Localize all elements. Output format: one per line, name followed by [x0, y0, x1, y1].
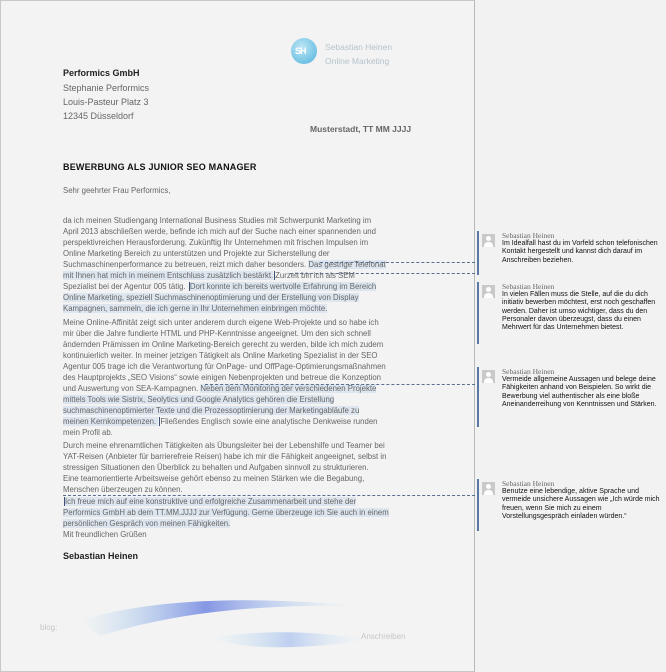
- body-line[interactable]: [63, 249, 330, 259]
- body-line[interactable]: [63, 329, 371, 339]
- text-segment: Suchmaschinenperformance zu betreuen, reizt mich daher besonders.: [63, 260, 309, 269]
- text-segment: perspektivreichen Herausforderung. Zukünftig Ihr Unternehmen mit frischen Impulsen im: [63, 238, 369, 247]
- comment-balloon[interactable]: [476, 282, 662, 344]
- body-line[interactable]: [63, 452, 386, 462]
- body-line[interactable]: [63, 362, 386, 372]
- commented-text: suchmaschinenoptimierter Texte und die Prozessoptimierung der Marketingabläufe zu: [63, 406, 360, 415]
- recipient-company: Performics GmbH: [63, 68, 140, 78]
- commented-text: Das gestrige Telefonat: [308, 260, 386, 269]
- body-line[interactable]: [63, 282, 376, 292]
- text-segment: Meine Online-Affinität zeigt sich unter anderem durch eigene Web-Projekte und so habe ich: [63, 318, 379, 327]
- text-segment: Spezialist bei der Agentur 005 tätig.: [63, 282, 188, 291]
- body-line[interactable]: [63, 395, 334, 405]
- letter-subject: BEWERBUNG ALS JUNIOR SEO MANAGER: [63, 162, 257, 172]
- text-segment: Online Marketing Bereich zu unterstützen und Projekte zur Sicherstellung der: [63, 249, 330, 258]
- body-line[interactable]: [63, 304, 327, 314]
- commented-text: persönlichen Gespräch von meinen Fähigkeiten.: [63, 519, 231, 528]
- commented-text: mit Ihnen hat mich in meinem Entschluss zusätzlich bestärkt.: [63, 271, 274, 280]
- signature: Sebastian Heinen: [63, 551, 139, 561]
- body-line[interactable]: [63, 351, 377, 361]
- text-segment: des Hauptprojekts „SEO Visions“ sowie einigen Nebenprojekten und betreue die Konzeption: [63, 373, 381, 382]
- text-segment: mir über die Jahre fundierte HTML und PHP-Kenntnisse angeeignet. Um den sich schnell: [63, 329, 371, 338]
- commented-text: Performics GmbH ab dem TT.MM.JJJJ zur Verfügung. Gerne überzeuge ich Sie auch in einem: [63, 508, 389, 517]
- comment-marker-bar: [477, 367, 479, 427]
- comment-connector: [320, 262, 475, 263]
- body-line[interactable]: [63, 373, 381, 383]
- recipient-contact: Stephanie Performics: [63, 83, 150, 93]
- date-line: Musterstadt, TT MM JJJJ: [310, 124, 412, 134]
- commented-text: meinen Kernkompetenzen.: [63, 417, 159, 426]
- user-avatar-icon: [482, 234, 495, 247]
- comment-text[interactable]: Vermeide allgemeine Aussagen und belege deine Fähigkeiten anhand von Beispielen. So wirkt die Bewerbung viel authentischer als eine bloße Aneinanderreihung von Kenntnissen und Stärken.: [502, 376, 657, 408]
- text-segment: ändernden Prämissen im Online Marketing-Bereich gerecht zu werden, bilde ich mich zudem: [63, 340, 384, 349]
- comment-marker-bar: [477, 479, 479, 531]
- comment-author: Sebastian Heinen: [502, 231, 555, 240]
- logo-name: Sebastian Heinen: [325, 42, 393, 52]
- comment-text[interactable]: In vielen Fällen muss die Stelle, auf die du dich initiativ bewerben möchtest, erst noch geschaffen werden. Daher ist umso wichtiger, dass du den Personaler davon überzeugst, dass du einen Mehrwert für das Unternehmen bietest.: [502, 291, 656, 332]
- recipient-city: 12345 Düsseldorf: [63, 111, 134, 121]
- comment-author: Sebastian Heinen: [502, 479, 555, 488]
- body-line[interactable]: [63, 227, 376, 237]
- text-segment: Durch meine ehrenamtlichen Tätigkeiten als Übungsleiter bei der Lebenshilfe und Teamer bei: [63, 441, 385, 450]
- logo-icon: [291, 38, 317, 64]
- comment-connector: [63, 495, 475, 496]
- text-segment: Eine teamorientierte Arbeitsweise gehört ebenso zu meinen Stärken wie die Begabung,: [63, 474, 365, 483]
- comment-balloon[interactable]: [476, 479, 662, 531]
- body-line[interactable]: [63, 485, 183, 495]
- comment-connector: [290, 273, 475, 274]
- comment-marker-bar: [477, 231, 479, 275]
- text-segment: Menschen überzeugen zu können.: [63, 485, 183, 494]
- comment-author: Sebastian Heinen: [502, 282, 555, 291]
- body-line[interactable]: [63, 293, 359, 303]
- comment-text[interactable]: Benutze eine lebendige, aktive Sprache und vermeide unsichere Aussagen wie „Ich würde mich freuen, wenn Sie mich zu einem Vorstellungsgespräch einladen würden.“: [502, 488, 660, 520]
- comment-balloon[interactable]: [476, 367, 662, 427]
- text-segment: Fließendes Englisch sowie eine analytische Denkweise runden: [160, 417, 378, 426]
- body-line[interactable]: [63, 340, 383, 350]
- commented-text: Online Marketing, speziell Suchmaschinenoptimierung und der Erstellung von Display: [63, 293, 359, 302]
- body-line[interactable]: [63, 406, 359, 416]
- user-avatar-icon: [482, 285, 495, 298]
- text-segment: April 2013 abschließen werde, befinde ich mich auf der Suche nach einer spannenden und: [63, 227, 376, 236]
- recipient-street: Louis-Pasteur Platz 3: [63, 97, 149, 107]
- footer-swoosh-graphic: [60, 600, 380, 660]
- user-avatar-icon: [482, 482, 495, 495]
- body-line[interactable]: [63, 474, 364, 484]
- text-segment: da ich meinen Studiengang International Business Studies mit Schwerpunkt Marketing im: [63, 216, 372, 225]
- text-segment: Agentur 005 trage ich die Verantwortung für OnPage- und OffPage-Optimierungsmaßnahmen: [63, 362, 386, 371]
- body-line[interactable]: [63, 463, 369, 473]
- footer-blog-label: blog:: [40, 623, 58, 632]
- logo-subtitle: Online Marketing: [325, 56, 390, 66]
- body-line[interactable]: [63, 519, 230, 529]
- commented-text: Ich freue mich auf eine konstruktive und erfolgreiche Zusammenarbeit und stehe der: [65, 497, 357, 506]
- user-avatar-icon: [482, 370, 495, 383]
- closing[interactable]: Mit freundlichen Grüßen: [63, 530, 147, 539]
- body-line[interactable]: [63, 417, 378, 427]
- body-line[interactable]: [63, 497, 356, 507]
- text-segment: mein Profil ab.: [63, 428, 113, 437]
- body-line[interactable]: [63, 441, 385, 451]
- body-line[interactable]: [63, 318, 379, 328]
- body-line[interactable]: [63, 384, 376, 394]
- salutation[interactable]: Sehr geehrter Frau Performics,: [63, 186, 171, 195]
- text-segment: Zurzeit bin ich als SEM: [275, 271, 355, 280]
- body-line[interactable]: [63, 428, 113, 438]
- commented-text: Neben dem Monitoring der verschiedenen Projekte: [200, 384, 377, 393]
- comment-marker-bar: [477, 282, 479, 344]
- text-segment: YAT-Reisen (Anbieter für barrierefreie Reisen) habe ich mir die Fähigkeit angeeignet, selbst in: [63, 452, 387, 461]
- footer-document-label: Anschreiben: [361, 632, 406, 641]
- page-divider: [474, 0, 475, 672]
- text-segment: und Auswertung von SEA-Kampagnen.: [63, 384, 201, 393]
- comment-author: Sebastian Heinen: [502, 367, 555, 376]
- commented-text: mittels Tools wie Sistrix, Seolytics und Google Analytics gehören die Erstellung: [63, 395, 335, 404]
- comment-text[interactable]: Im Idealfall hast du im Vorfeld schon telefonischen Kontakt hergestellt und kannst dich darauf im Anschreiben beziehen.: [502, 240, 658, 264]
- text-segment: stressigen Situationen den Überblick zu behalten und Aufgaben sinnvoll zu strukturieren.: [63, 463, 369, 472]
- text-segment: kontinuierlich weiter. In meiner jetzigen Tätigkeit als Online Marketing Spezialist in der SEO: [63, 351, 378, 360]
- body-line[interactable]: [63, 508, 389, 518]
- comment-connector: [205, 384, 475, 385]
- commented-text: Kampagnen, sammeln, die ich gerne in Ihr Unternehmen einbringen möchte.: [63, 304, 328, 313]
- body-line[interactable]: [63, 238, 368, 248]
- body-line[interactable]: [63, 216, 371, 226]
- comment-balloon[interactable]: [476, 231, 662, 275]
- commented-text: Dort konnte ich bereits wertvolle Erfahrung im Bereich: [189, 282, 377, 291]
- logo-initials: SH: [295, 46, 306, 56]
